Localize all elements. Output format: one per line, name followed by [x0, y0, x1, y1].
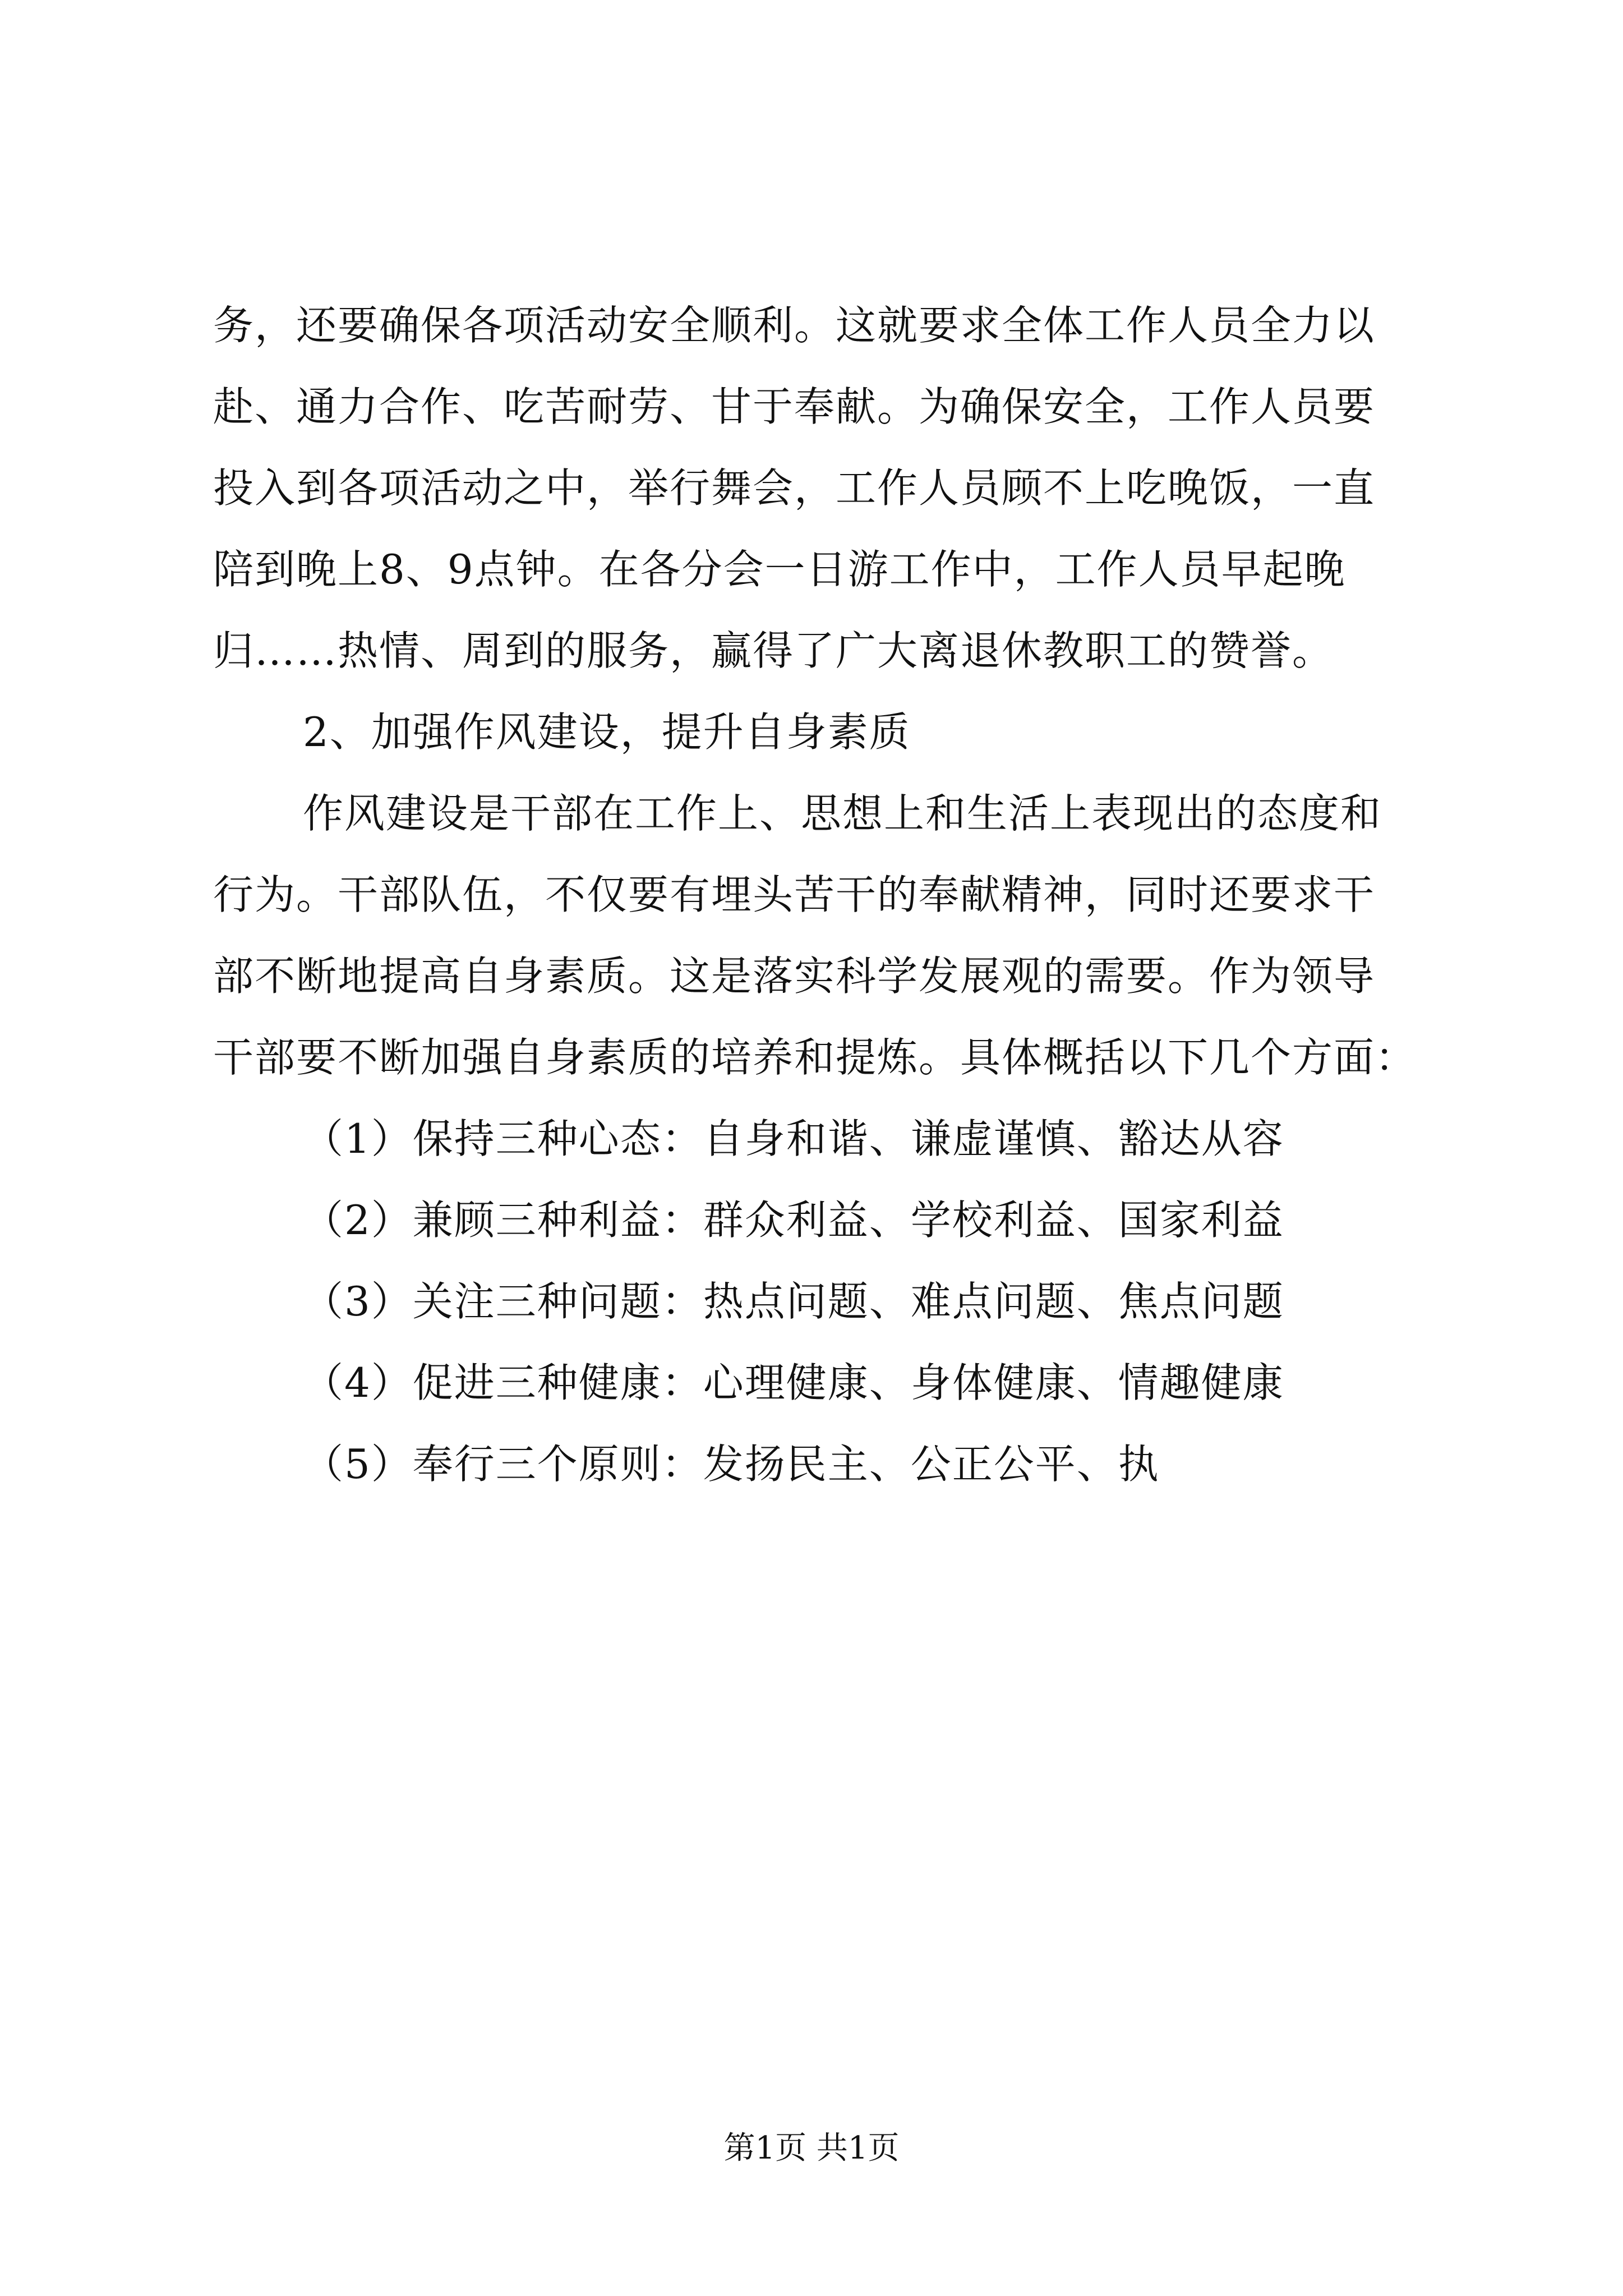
section-heading: 2、加强作风建设，提升自身素质 — [303, 708, 911, 756]
body-line: 务，还要确保各项活动安全顺利。这就要求全体工作人员全力以 — [213, 302, 1376, 349]
list-item: （4）促进三种健康：心理健康、身体健康、情趣健康 — [303, 1359, 1284, 1406]
body-line: 陪到晚上8、9点钟。在各分会一日游工作中，工作人员早起晚 — [213, 546, 1346, 593]
list-item: （2）兼顾三种利益：群众利益、学校利益、国家利益 — [303, 1197, 1284, 1244]
body-line: 行为。干部队伍，不仅要有埋头苦干的奉献精神，同时还要求干 — [213, 871, 1376, 918]
body-line: 赴、通力合作、吃苦耐劳、甘于奉献。为确保安全，工作人员要 — [213, 383, 1376, 430]
body-line: 归……热情、周到的服务，赢得了广大离退休教职工的赞誉。 — [213, 627, 1334, 674]
list-item: （5）奉行三个原则：发扬民主、公正公平、执 — [303, 1441, 1160, 1488]
body-line: 投入到各项活动之中，举行舞会，工作人员顾不上吃晚饭，一直 — [213, 464, 1376, 512]
body-line: 干部要不断加强自身素质的培养和提炼。具体概括以下几个方面： — [213, 1034, 1417, 1081]
page-footer: 第1页 共1页 — [723, 2130, 900, 2166]
list-item: （1）保持三种心态：自身和谐、谦虚谨慎、豁达从容 — [303, 1115, 1284, 1162]
body-line: 部不断地提高自身素质。这是落实科学发展观的需要。作为领导 — [213, 953, 1376, 1000]
body-line: 作风建设是干部在工作上、思想上和生活上表现出的态度和 — [303, 790, 1382, 837]
list-item: （3）关注三种问题：热点问题、难点问题、焦点问题 — [303, 1278, 1284, 1325]
